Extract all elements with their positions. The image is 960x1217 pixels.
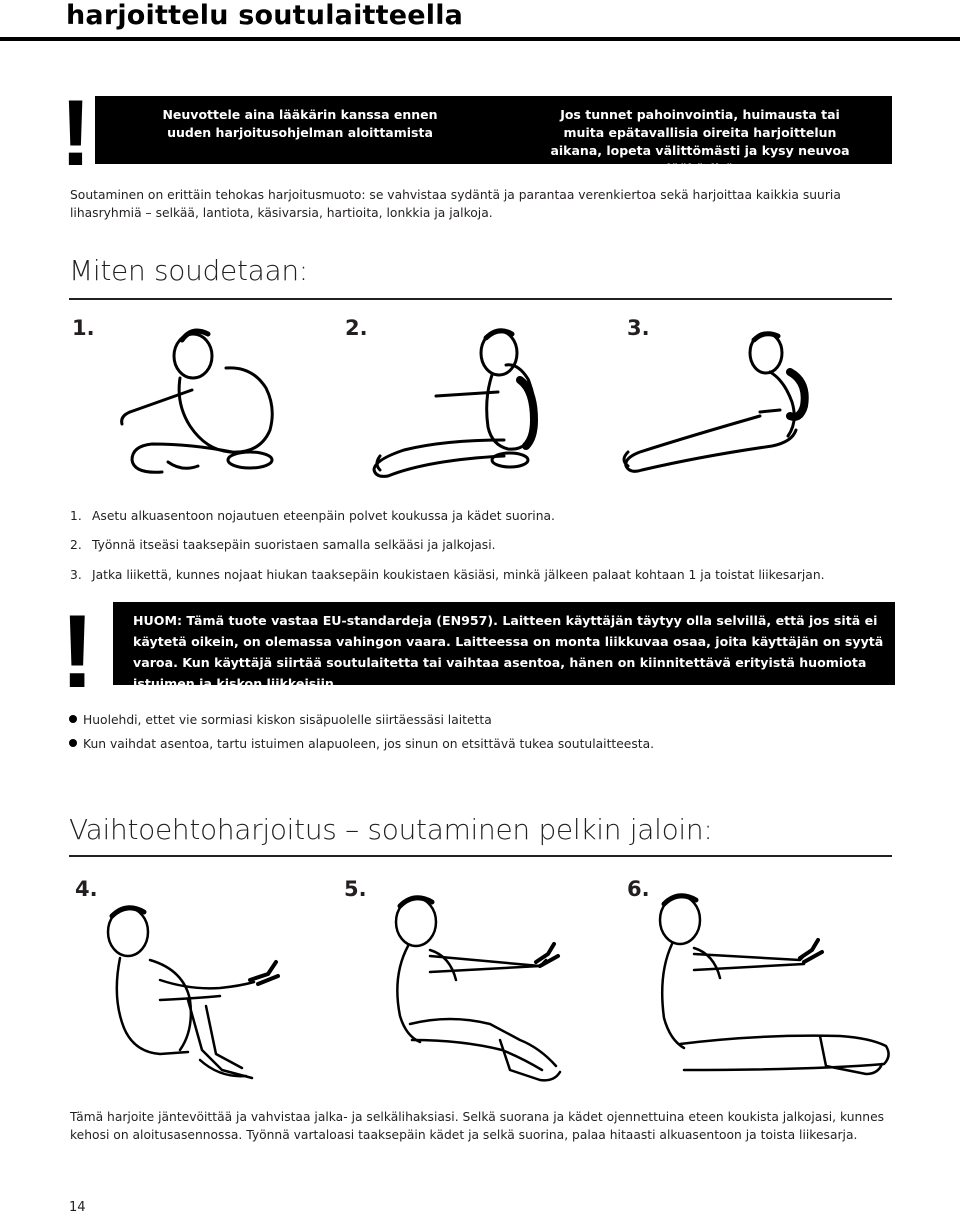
rower-figure-1 [122, 331, 273, 472]
rower-figure-5 [396, 898, 560, 1081]
list-item [69, 735, 654, 753]
section-divider [69, 298, 892, 300]
instruction-item-3 [70, 566, 825, 584]
notice-lead: HUOM: Tämä tuote vastaa EU-standardeja (EN957). [133, 613, 498, 628]
section-divider [69, 855, 892, 857]
section-heading-alternative: Vaihtoehtoharjoitus – soutaminen pelkin jaloin: [69, 813, 713, 846]
instruction-number: 3. [70, 568, 82, 582]
warning-left-text: Neuvottele aina lääkärin kanssa ennen uuden harjoitusohjelman aloittamista [162, 107, 438, 140]
rower-figure-2 [374, 331, 535, 477]
rower-figure-3 [624, 333, 805, 471]
step-label-4: 4. [75, 877, 98, 901]
instruction-number: 2. [70, 538, 82, 552]
exclamation-icon: ! [60, 80, 92, 185]
instruction-item-2 [70, 536, 496, 554]
instruction-text: Työnnä itseäsi taaksepäin suoristaen samalla selkääsi ja jalkojasi. [92, 538, 496, 552]
instruction-text: Jatka liikettä, kunnes nojaat hiukan taaksepäin koukistaen käsiäsi, minkä jälkeen palaat kohtaan 1 ja toistat liikesarjan. [92, 568, 825, 582]
list-item-text: Kun vaihdat asentoa, tartu istuimen alapuoleen, jos sinun on etsittävä tukea soutulaitteesta. [83, 737, 655, 751]
exclamation-icon: ! [60, 594, 95, 710]
instruction-text: Asetu alkuasentoon nojautuen eteenpäin polvet koukussa ja kädet suorina. [92, 509, 555, 523]
step-label-2: 2. [345, 316, 368, 340]
notice-body: Laitteen käyttäjän täytyy olla selvillä, että jos sitä ei käytetä oikein, on olemassa vahingon vaara. Laitteessa on monta liikkuvaa osaa, joita käyttäjän on syytä varoa. Kun käyttäjä siirtää soutulaitetta tai vaihtaa asentoa, hänen on kiinnitettävä erityistä huomiota istuimen ja kiskon liikkeisiin. [133, 613, 884, 691]
notice-text [133, 610, 885, 694]
list-item [69, 711, 492, 729]
rower-figure-6 [660, 896, 889, 1074]
page-number: 14 [69, 1200, 86, 1215]
step-label-5: 5. [344, 877, 367, 901]
bullet-icon [69, 715, 77, 723]
step-label-6: 6. [627, 877, 650, 901]
page-title: harjoittelu soutulaitteella [66, 0, 464, 31]
instruction-item-1 [70, 507, 555, 525]
instruction-number: 1. [70, 509, 82, 523]
rower-figure-4 [108, 908, 278, 1078]
title-divider [0, 37, 960, 41]
bullet-icon [69, 739, 77, 747]
intro-paragraph: Soutaminen on erittäin tehokas harjoitusmuoto: se vahvistaa sydäntä ja parantaa verenkiertoa sekä harjoittaa kaikkia suuria lihasryhmiä – selkää, lantiota, käsivarsia, hartioita, lonkkia ja jalkoja. [70, 188, 841, 220]
list-item-text: Huolehdi, ettet vie sormiasi kiskon sisäpuolelle siirtäessäsi laitetta [83, 713, 492, 727]
section-heading-how-to: Miten soudetaan: [69, 254, 308, 287]
alternative-description: Tämä harjoite jäntevöittää ja vahvistaa jalka- ja selkälihaksiasi. Selkä suorana ja kädet ojennettuina eteen koukista jalkojasi, kunnes kehosi on aloitusasennossa. Työnnä vartaloasi taaksepäin kädet ja selkä suorina, palaa hitaasti alkuasentoon ja toista liikesarja. [70, 1110, 885, 1142]
step-label-1: 1. [72, 316, 95, 340]
warning-right-text: Jos tunnet pahoinvointia, huimausta tai muita epätavallisia oireita harjoittelun aikana, lopeta välittömästi ja kysy neuvoa lääkäriltä [550, 107, 850, 176]
step-label-3: 3. [627, 316, 650, 340]
